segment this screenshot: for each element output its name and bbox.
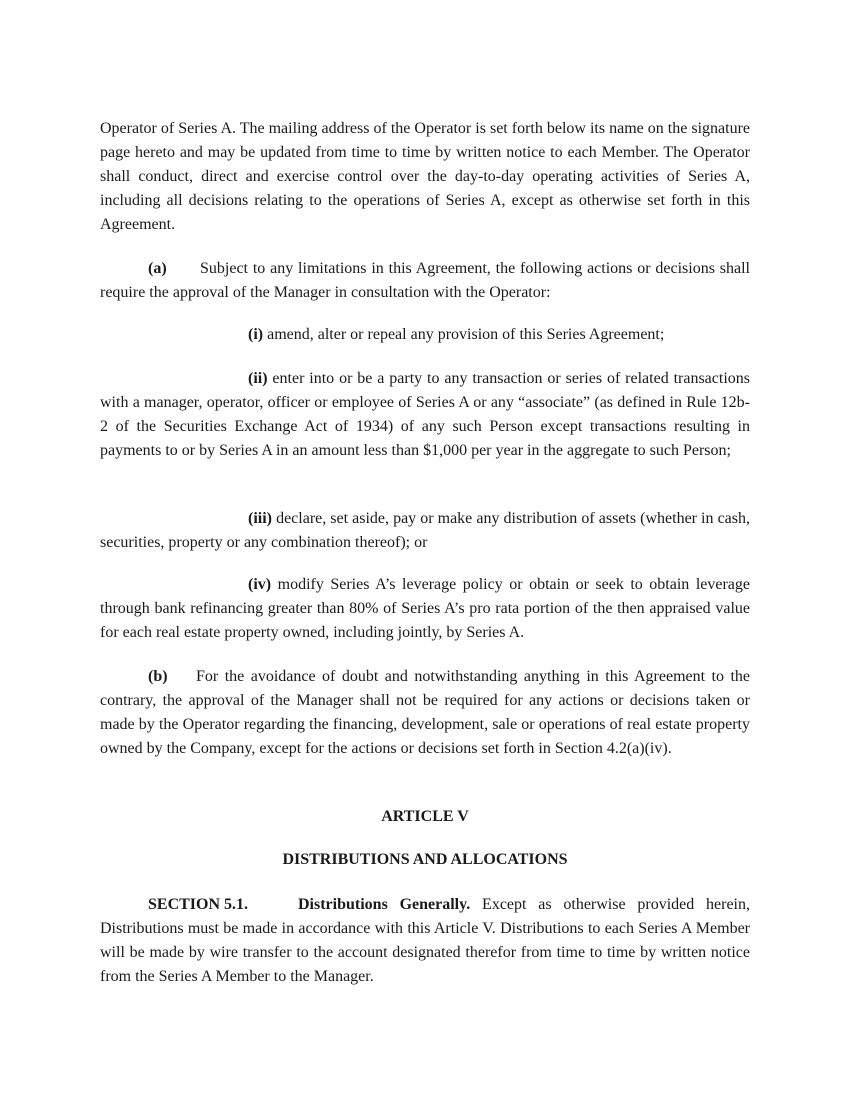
clause-ii — [100, 367, 750, 463]
section-5-1-title: Distributions Generally. — [298, 896, 471, 913]
clause-i-label: (i) — [248, 326, 264, 343]
paragraph-b-label: (b) — [148, 668, 168, 685]
intro-text: Operator of Series A. The mailing address of the Operator is set forth below its name on the signature page hereto and may be updated from time to time by written notice to each Member. The Operator shall conduct, direct and exercise control over the day-to-day operating activities of Series A, including all decisions relating to the operations of Series A, except as otherwise set forth in this Agreement. — [100, 120, 750, 233]
section-5-1-number: SECTION 5.1. — [148, 896, 249, 913]
clause-ii-text: enter into or be a party to any transaction or series of related transactions with a manager, operator, officer or employee of Series A or any “associate” (as defined in Rule 12b-2 of the Securities Exchange Act of 1934) of any such Person except transactions resulting in payments to or by Series A in an amount less than $1,000 per year in the aggregate to such Person; — [100, 370, 750, 459]
clause-iii-label: (iii) — [248, 510, 272, 527]
clause-iv — [100, 573, 750, 645]
clause-i — [100, 323, 750, 347]
article-title: DISTRIBUTIONS AND ALLOCATIONS — [282, 851, 568, 868]
clause-iii — [100, 507, 750, 555]
paragraph-a — [100, 257, 750, 305]
paragraph-b — [100, 665, 750, 761]
clause-iii-text: declare, set aside, pay or make any distribution of assets (whether in cash, securities, property or any combination thereof); or — [100, 510, 750, 551]
paragraph-a-text: Subject to any limitations in this Agreement, the following actions or decisions shall require the approval of the Manager in consultation with the Operator: — [100, 260, 750, 301]
clause-ii-label: (ii) — [248, 370, 268, 387]
section-5-1-text: Except as otherwise provided herein, Distributions must be made in accordance with this Article V. Distributions to each Series A Member will be made by wire transfer to the account designated therefor from time to time by written notice from the Series A Member to the Manager. — [100, 896, 750, 985]
paragraph-b-text: For the avoidance of doubt and notwithstanding anything in this Agreement to the contrary, the approval of the Manager shall not be required for any actions or decisions taken or made by the Operator regarding the financing, development, sale or operations of real estate property owned by the Company, except for the actions or decisions set forth in Section 4.2(a)(iv). — [100, 668, 750, 757]
clause-iv-text: modify Series A’s leverage policy or obtain or seek to obtain leverage through bank refinancing greater than 80% of Series A’s pro rata portion of the then appraised value for each real estate property owned, including jointly, by Series A. — [100, 576, 750, 641]
paragraph-a-label: (a) — [148, 260, 167, 277]
clause-iv-label: (iv) — [248, 576, 272, 593]
section-5-1 — [100, 893, 750, 989]
article-number: ARTICLE V — [381, 808, 469, 825]
clause-i-text: amend, alter or repeal any provision of this Series Agreement; — [263, 326, 665, 343]
intro-paragraph — [100, 117, 750, 237]
